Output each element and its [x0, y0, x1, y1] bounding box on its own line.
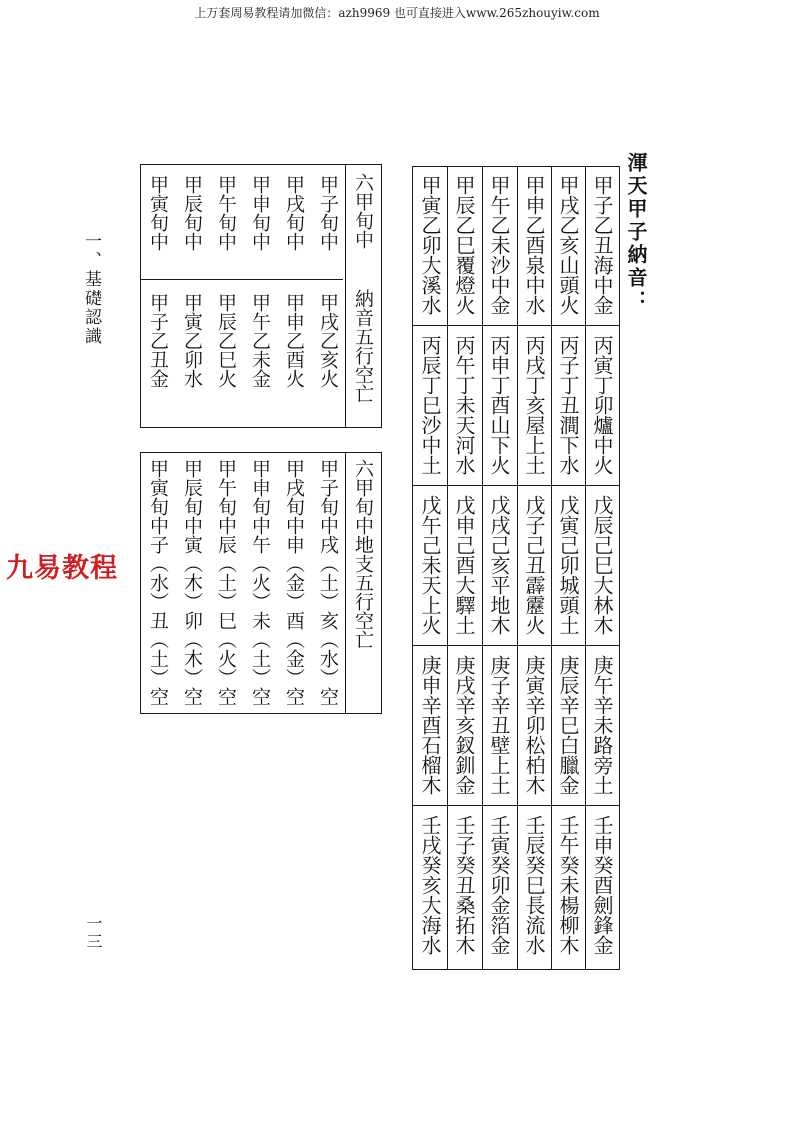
row-divider [413, 645, 619, 646]
table-cell: 庚寅辛卯松柏木 [522, 655, 546, 795]
row-divider [413, 325, 619, 326]
dizhi-kong-row: 甲寅旬中子（水）丑（土）空 [147, 459, 169, 706]
nayin-table [412, 166, 620, 970]
table-cell: 丙子丁丑澗下水 [556, 335, 580, 475]
table-cell: 丙申丁酉山下火 [487, 335, 511, 475]
table-cell: 戊戌己亥平地木 [487, 495, 511, 635]
table-cell: 壬辰癸巳長流水 [522, 815, 546, 955]
table-cell: 甲子乙丑海中金 [590, 175, 614, 315]
nayin-value: 甲子乙丑金 [147, 293, 169, 388]
table-cell: 壬寅癸卯金箔金 [487, 815, 511, 955]
table-cell: 庚辰辛巳白臘金 [556, 655, 580, 795]
table-cell: 丙寅丁卯爐中火 [590, 335, 614, 475]
dizhi-kong-row: 甲子旬中戌（土）亥（水）空 [317, 459, 339, 706]
dizhi-kong-row: 甲戌旬中申（金）酉（金）空 [283, 459, 305, 706]
watermark-logo: 九易教程 [6, 553, 118, 584]
page-number: 一三 [84, 915, 103, 951]
table-cell: 戊寅己卯城頭土 [556, 495, 580, 635]
nayin-value: 甲辰乙巳火 [215, 293, 237, 388]
top-banner: 上万套周易教程请加微信：azh9969 也可直接进入www.265zhouyiw.com [194, 6, 600, 20]
table-cell: 壬申癸酉劍鋒金 [590, 815, 614, 955]
xun-name: 甲辰旬中 [181, 175, 203, 251]
xun-name: 甲申旬中 [249, 175, 271, 251]
row-divider [141, 279, 343, 280]
table-cell: 壬子癸丑桑拓木 [452, 815, 476, 955]
nayin-value: 甲午乙未金 [249, 293, 271, 388]
table-cell: 丙戌丁亥屋上土 [522, 335, 546, 475]
box-title: 六甲旬中地支五行空亡 [352, 459, 374, 649]
box-title-bottom: 納音五行空亡 [352, 289, 374, 403]
table-cell: 戊午己未天上火 [418, 495, 442, 635]
table-cell: 甲辰乙巳覆燈火 [452, 175, 476, 315]
title-divider [345, 165, 346, 427]
nayin-value: 甲寅乙卯水 [181, 293, 203, 388]
table-cell: 甲午乙未沙中金 [487, 175, 511, 315]
row-divider [413, 805, 619, 806]
xun-name: 甲子旬中 [317, 175, 339, 251]
xunkong-nayin-box [140, 164, 382, 428]
table-cell: 庚申辛酉石榴木 [418, 655, 442, 795]
chapter-heading: 一、基礎認識 [81, 232, 101, 346]
dizhi-kong-row: 甲辰旬中寅（木）卯（木）空 [181, 459, 203, 706]
table-cell: 壬午癸未楊柳木 [556, 815, 580, 955]
box-title-top: 六甲旬中 [352, 173, 374, 249]
table-cell: 戊子己丑霹靂火 [522, 495, 546, 635]
table-cell: 庚午辛未路旁土 [590, 655, 614, 795]
row-divider [413, 485, 619, 486]
title-divider [345, 453, 346, 713]
table-cell: 庚子辛丑壁上土 [487, 655, 511, 795]
nayin-value: 甲戌乙亥火 [317, 293, 339, 388]
table-cell: 甲申乙酉泉中水 [522, 175, 546, 315]
xun-name: 甲寅旬中 [147, 175, 169, 251]
nayin-value: 甲申乙酉火 [283, 293, 305, 388]
xunkong-dizhi-box [140, 452, 382, 714]
table-cell: 丙辰丁巳沙中土 [418, 335, 442, 475]
table-cell: 壬戌癸亥大海水 [418, 815, 442, 955]
xun-name: 甲戌旬中 [283, 175, 305, 251]
table-cell: 戊辰己巳大林木 [590, 495, 614, 635]
main-table-title: 渾天甲子納音： [624, 152, 648, 313]
xun-name: 甲午旬中 [215, 175, 237, 251]
table-cell: 庚戌辛亥釵釧金 [452, 655, 476, 795]
table-cell: 丙午丁未天河水 [452, 335, 476, 475]
table-cell: 甲寅乙卯大溪水 [418, 175, 442, 315]
table-cell: 甲戌乙亥山頭火 [556, 175, 580, 315]
table-cell: 戊申己酉大驛土 [452, 495, 476, 635]
dizhi-kong-row: 甲午旬中辰（土）巳（火）空 [215, 459, 237, 706]
dizhi-kong-row: 甲申旬中午（火）未（土）空 [249, 459, 271, 706]
